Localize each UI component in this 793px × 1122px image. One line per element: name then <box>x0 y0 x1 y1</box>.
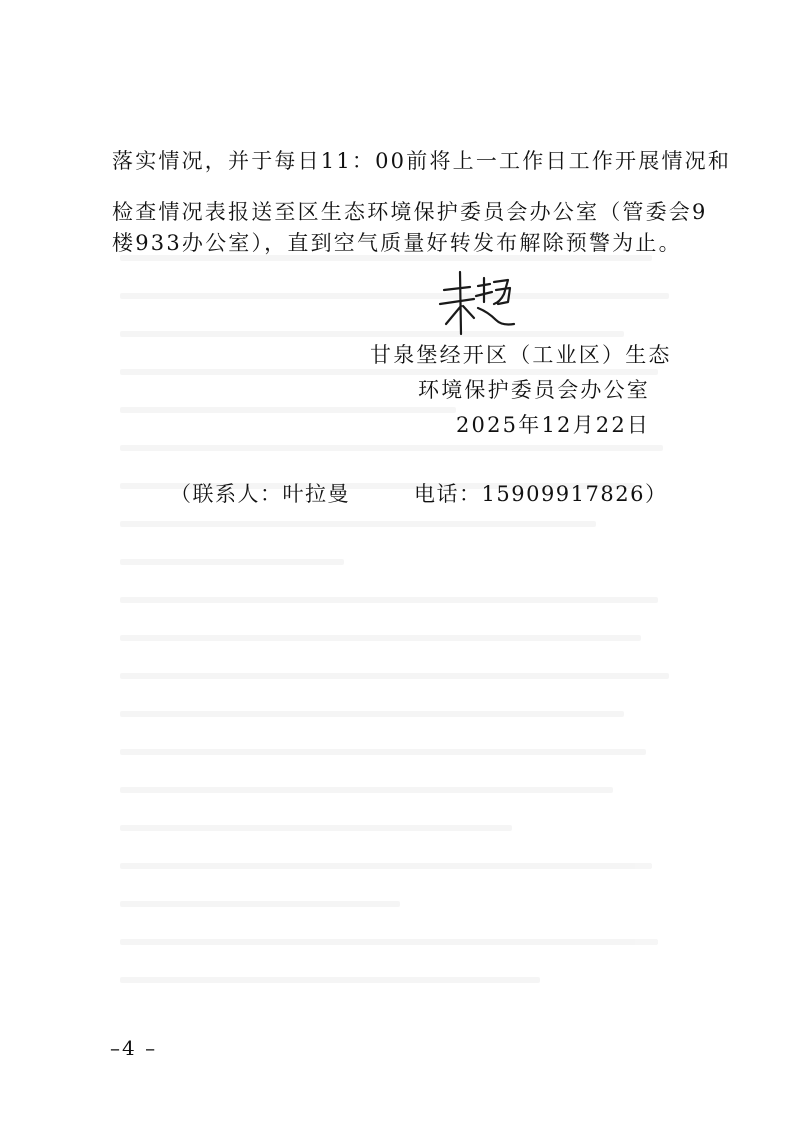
contact-person: （联系人：叶拉曼 <box>170 482 350 506</box>
page-number: –4 – <box>110 1036 158 1060</box>
body-text-line-2: 检查情况表报送至区生态环境保护委员会办公室（管委会9 <box>112 200 708 224</box>
body-text-line-1: 落实情况，并于每日11：00前将上一工作日工作开展情况和 <box>112 149 732 173</box>
handwritten-signature <box>430 268 520 338</box>
issue-date: 2025年12月22日 <box>456 413 651 437</box>
issuer-line-1: 甘泉堡经开区（工业区）生态 <box>370 343 672 367</box>
body-text-line-3: 楼933办公室），直到空气质量好转发布解除预警为止。 <box>112 231 682 255</box>
issuer-line-2: 环境保护委员会办公室 <box>418 378 650 402</box>
contact-phone: 电话：15909917826） <box>414 482 668 506</box>
